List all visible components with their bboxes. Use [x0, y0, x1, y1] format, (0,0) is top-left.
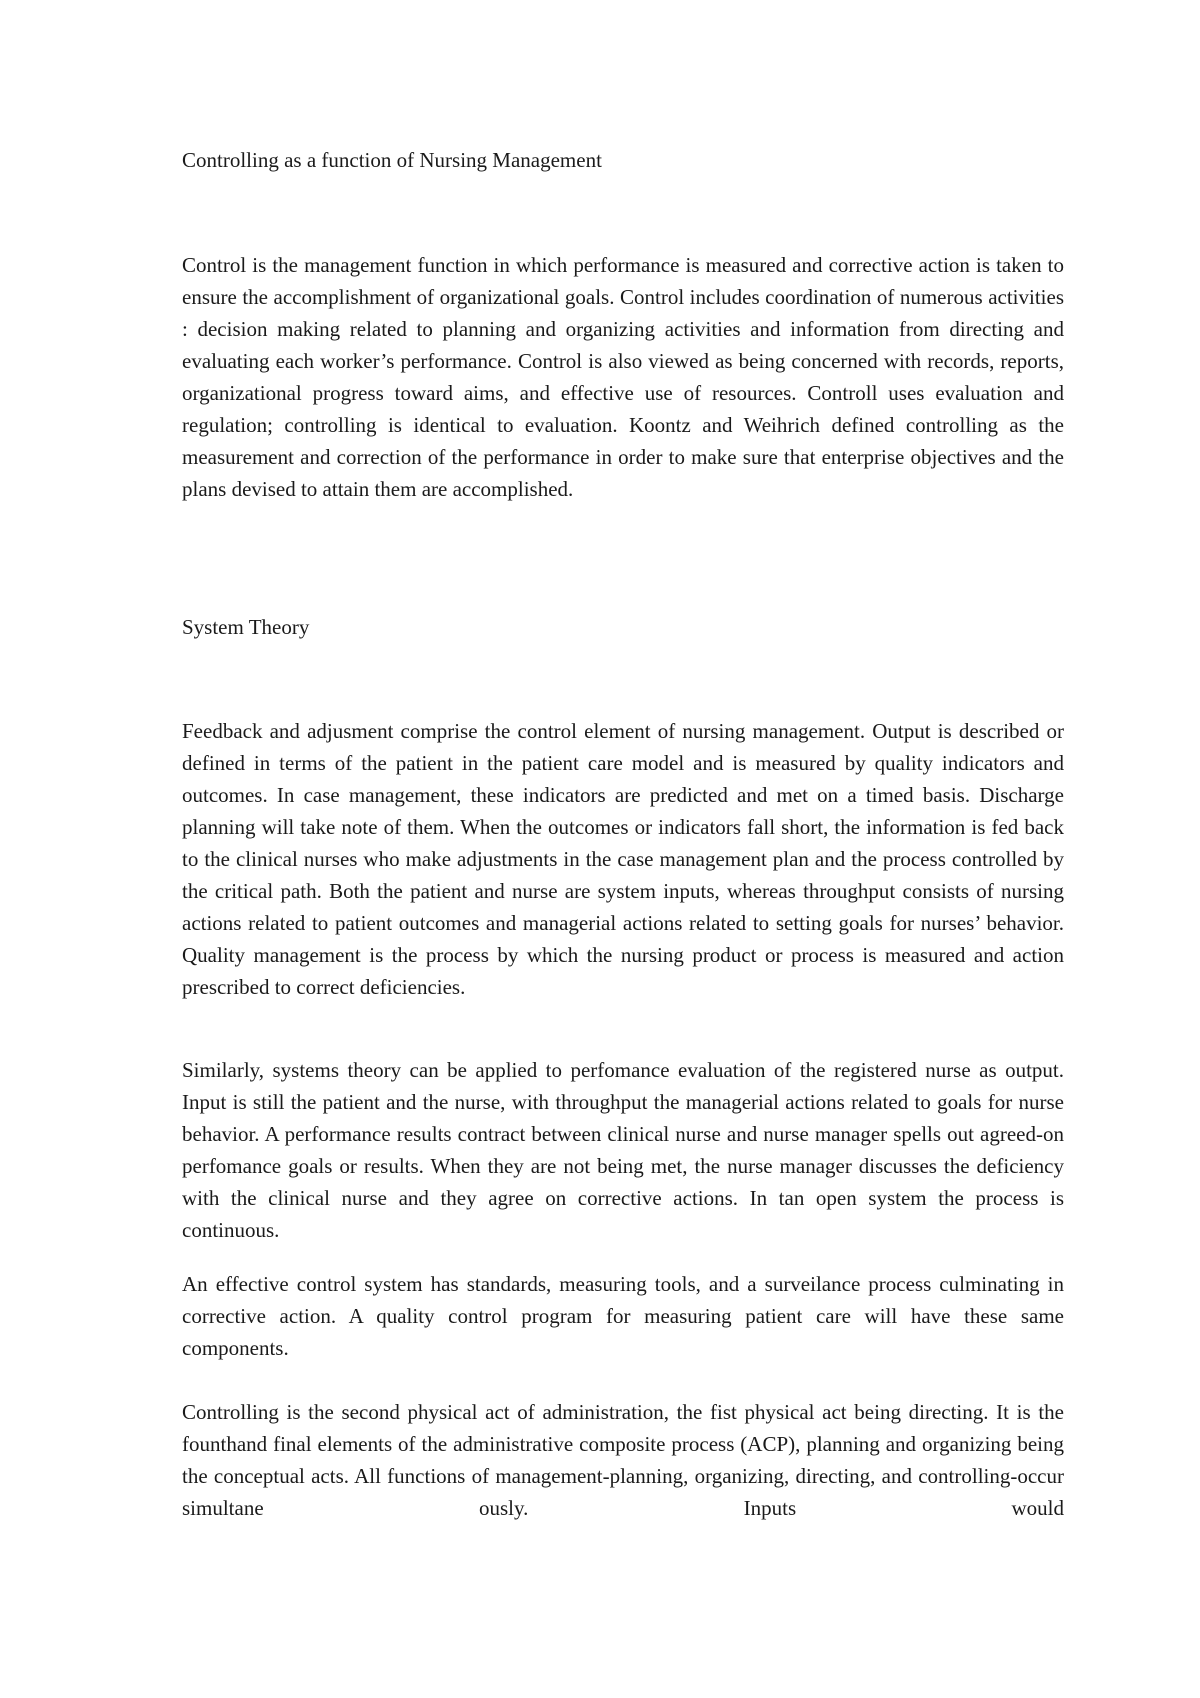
- paragraph-control-system: An effective control system has standards, measuring tools, and a surveilance process culminating in corrective action. A quality control program for measuring patient care will have these same components.: [182, 1272, 1064, 1360]
- paragraph-feedback-adjustment: Feedback and adjusment comprise the control element of nursing management. Output is described or defined in terms of the patient in the patient care model and is measured by quality indicators and outcomes. In case management, these indicators are predicted and met on a timed basis. Discharge planning will take note of them. When the outcomes or indicators fall short, the information is fed back to the clinical nurses who make adjustments in the case management plan and the process controlled by the critical path. Both the patient and nurse are system inputs, whereas throughput consists of nursing actions related to patient outcomes and managerial actions related to setting goals for nurses’ behavior. Quality management is the process by which the nursing product or process is measured and action prescribed to correct deficiencies.: [182, 719, 1064, 999]
- paragraph-performance-evaluation: Similarly, systems theory can be applied to perfomance evaluation of the registered nurse as output. Input is still the patient and the nurse, with throughput the managerial actions related to goals for nurse behavior. A performance results contract between clinical nurse and nurse manager spells out agreed-on perfomance goals or results. When they are not being met, the nurse manager discusses the deficiency with the clinical nurse and they agree on corrective actions. In tan open system the process is continuous.: [182, 1058, 1064, 1242]
- document-title: Controlling as a function of Nursing Management: [182, 148, 602, 172]
- paragraph-controlling-act: Controlling is the second physical act of administration, the fist physical act being directing. It is the founthand final elements of the administrative composite process (ACP), planning and organizing being the conceptual acts. All functions of management-planning, organizing, directing, and controlling-occur simultane ously. Inputs would: [182, 1400, 1064, 1520]
- section-heading-system-theory: System Theory: [182, 615, 310, 639]
- paragraph-control-definition: Control is the management function in which performance is measured and corrective action is taken to ensure the accomplishment of organizational goals. Control includes coordination of numerous activities : decision making related to planning and organizing activities and information from directing and evaluating each worker’s performance. Control is also viewed as being concerned with records, reports, organizational progress toward aims, and effective use of resources. Controll uses evaluation and regulation; controlling is identical to evaluation. Koontz and Weihrich defined controlling as the measurement and correction of the performance in order to make sure that enterprise objectives and the plans devised to attain them are accomplished.: [182, 253, 1064, 501]
